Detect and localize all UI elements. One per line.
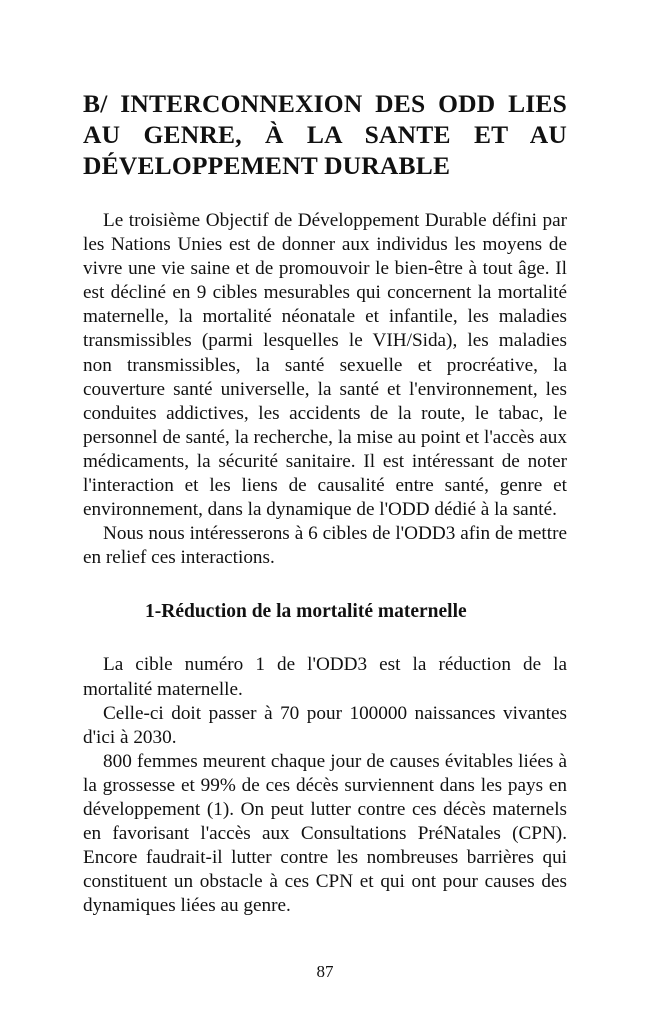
page-body <box>83 88 567 918</box>
section-paragraph-1: Le troisième Objectif de Développement Durable défini par les Nations Unies est de donner aux individus les moyens de vivre une vie saine et de promouvoir le bien-être à tout âge. Il est décliné en 9 cibles mesurables qui concernent la mortalité maternelle, la mortalité néonatale et infantile, les maladies transmissibles (parmi lesquelles le VIH/Sida), les maladies non transmissibles, la santé sexuelle et procréative, la couverture santé universelle, la santé et l'environnement, les conduites addictives, les accidents de la route, le tabac, le personnel de santé, la recherche, la mise au point et l'accès aux médicaments, la sécurité sanitaire. Il est intéressant de noter l'interaction et les liens de causalité entre santé, genre et environnement, dans la dynamique de l'ODD dédié à la santé. <box>83 210 567 521</box>
section-paragraph-2: Nous nous intéresserons à 6 cibles de l'ODD3 afin de mettre en relief ces interactions. <box>83 523 567 569</box>
subsection-paragraph-3: 800 femmes meurent chaque jour de causes évitables liées à la grossesse et 99% de ces décès surviennent dans les pays en développement (1). On peut lutter contre ces décès maternels en favorisant l'accès aux Consultations PréNatales (CPN). Encore faudrait-il lutter contre les nombreuses barrières qui constituent un obstacle à ces CPN et qui ont pour causes des dynamiques liées au genre. <box>83 750 567 917</box>
subsection-paragraph-1: La cible numéro 1 de l'ODD3 est la réduction de la mortalité maternelle. <box>83 654 567 700</box>
page-number: 87 <box>316 962 334 981</box>
section-title: B/ INTERCONNEXION DES ODD LIES AU GENRE, À LA SANTE ET AU DÉVELOPPEMENT DURABLE <box>83 89 567 180</box>
subsection-title: 1-Réduction de la mortalité maternelle <box>145 601 467 623</box>
subsection-paragraph-2: Celle-ci doit passer à 70 pour 100000 naissances vivantes d'ici à 2030. <box>83 702 567 748</box>
